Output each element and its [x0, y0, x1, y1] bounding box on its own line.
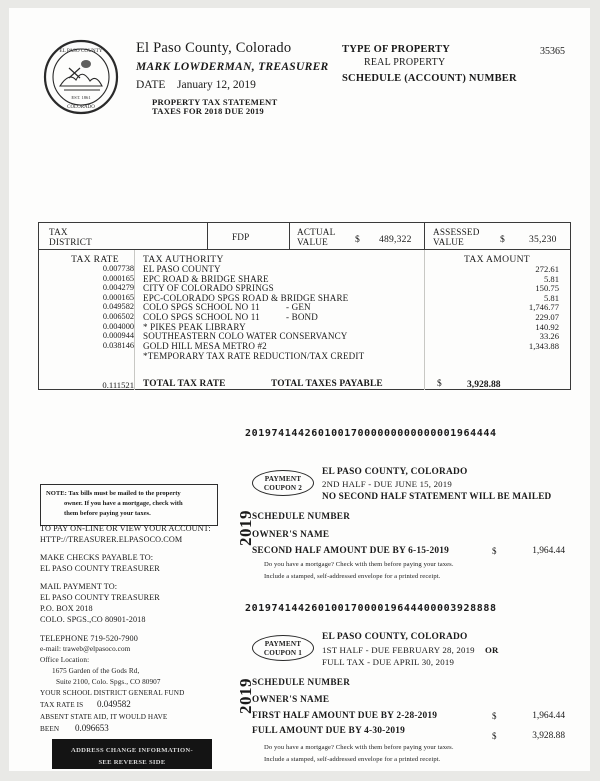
scan-edge-left [0, 0, 9, 781]
email-text[interactable]: e-mail: traweb@elpasoco.com [40, 645, 131, 653]
coupon-2-badge-line2: COUPON 2 [263, 484, 303, 493]
tax-rate-value: 0.000165 [102, 292, 134, 302]
coupon-1-first-half-due-line: 1ST HALF - DUE FEBRUARY 28, 2019 [322, 645, 475, 655]
coupon-1-badge-line2: COUPON 1 [263, 649, 303, 658]
school-tax-rate-value: 0.049582 [97, 699, 131, 709]
tax-authority-suffix: - BOND [286, 312, 318, 322]
tax-amount-value: 33.26 [539, 331, 559, 342]
tax-rate-value: 0.000944 [102, 331, 134, 341]
make-checks-label: MAKE CHECKS PAYABLE TO: [40, 553, 154, 562]
coupon-1-first-half-label: FIRST HALF AMOUNT DUE BY 2-28-2019 [252, 711, 438, 721]
header-divider-3 [424, 223, 425, 250]
tax-authority-name: COLO SPGS SCHOOL NO 11 [143, 302, 260, 313]
column-header-tax-rate: TAX RATE [71, 254, 119, 265]
coupon-1-owner-label: OWNER'S NAME [252, 694, 330, 704]
actual-value-amount: 489,322 [379, 234, 412, 245]
total-tax-amount: 3,928.88 [467, 379, 501, 390]
tax-amount-value: 229.07 [535, 312, 559, 322]
note-line-2: owner. If you have a mortgage, check with [64, 500, 183, 508]
note-line-1: NOTE: Tax bills must be mailed to the property [46, 490, 181, 497]
actual-value-label-line1: ACTUAL [297, 227, 336, 237]
assessed-value-dollar-sign: $ [500, 234, 505, 245]
coupon-1-full-amount: 3,928.88 [532, 731, 565, 741]
total-tax-rate-label: TOTAL TAX RATE [143, 379, 226, 389]
tax-authority-name: EL PASO COUNTY [143, 264, 221, 274]
tax-authority-name: SOUTHEASTERN COLO WATER CONSERVANCY [143, 331, 348, 342]
coupon-1-first-half-dollar-sign: $ [492, 711, 497, 721]
tax-rate-value: 0.000165 [102, 273, 134, 283]
coupon-2-amount-due-label: SECOND HALF AMOUNT DUE BY 6-15-2019 [252, 546, 450, 556]
barcode-number-coupon-2: 20197414426010017000000000000001964444 [245, 428, 497, 439]
tax-amount-value: 150.75 [535, 283, 559, 294]
svg-text:EST. 1861: EST. 1861 [71, 95, 91, 100]
pay-online-url[interactable]: HTTP://TREASURER.ELPASOCO.COM [40, 535, 183, 544]
telephone-text: TELEPHONE 719-520-7900 [40, 634, 138, 643]
tax-amount-value: 140.92 [535, 321, 559, 332]
table-footnote: *TEMPORARY TAX RATE REDUCTION/TAX CREDIT [143, 351, 365, 361]
property-type-label: TYPE OF PROPERTY [342, 44, 451, 55]
tax-authority-name: EPC-COLORADO SPGS ROAD & BRIDGE SHARE [143, 292, 349, 303]
body-divider-amount [424, 250, 425, 390]
column-header-tax-amount: TAX AMOUNT [464, 254, 530, 265]
fdp-label: FDP [232, 232, 250, 242]
tax-authority-name: GOLD HILL MESA METRO #2 [143, 340, 267, 351]
actual-value-dollar-sign: $ [355, 234, 360, 245]
coupon-2-owner-label: OWNER'S NAME [252, 529, 330, 539]
tax-amount-value: 1,343.88 [528, 340, 559, 351]
page-title: El Paso County, Colorado [136, 40, 292, 56]
body-divider-rate [134, 250, 135, 390]
payment-coupon-1-badge [252, 635, 314, 661]
office-address-line2: Suite 2100, Colo. Spgs., CO 80907 [56, 678, 161, 686]
mail-payment-po-box: P.O. BOX 2018 [40, 604, 93, 613]
tax-authority-name: EPC ROAD & BRIDGE SHARE [143, 273, 269, 284]
total-taxes-payable-label: TOTAL TAXES PAYABLE [271, 379, 383, 389]
statement-subtitle: TAXES FOR 2018 DUE 2019 [152, 106, 264, 116]
schedule-number-value: 35365 [540, 46, 565, 57]
tax-rate-value: 0.038146 [102, 340, 134, 350]
tax-rate-value: 0.007738 [102, 264, 134, 273]
scan-edge-bottom [0, 771, 600, 781]
coupon-2-due-line: 2ND HALF - DUE JUNE 15, 2019 [322, 479, 452, 489]
tax-amount-value: 5.81 [543, 292, 559, 303]
coupon-1-full-dollar-sign: $ [492, 731, 497, 741]
scan-edge-top [0, 0, 600, 8]
address-change-line-2: SEE REVERSE SIDE [98, 758, 166, 766]
assessed-value-label-line1: ASSESSED [433, 227, 480, 237]
coupon-1-fine-print-1: Do you have a mortgage? Check with them before paying your taxes. [264, 744, 454, 751]
make-checks-payee: EL PASO COUNTY TREASURER [40, 564, 160, 573]
tax-authority-name: COLO SPGS SCHOOL NO 11 [143, 312, 260, 322]
total-tax-rate-value: 0.111521 [102, 380, 134, 390]
assessed-value-label-line2: VALUE [433, 237, 464, 247]
coupon-2-badge-line1: PAYMENT [264, 475, 302, 483]
coupon-1-fine-print-2: Include a stamped, self-addressed envelope for a printed receipt. [264, 756, 441, 763]
header-divider-1 [207, 223, 208, 250]
coupon-1-badge-line1: PAYMENT [264, 640, 302, 648]
tax-amount-value: 272.61 [535, 264, 559, 274]
assessed-value-amount: 35,230 [529, 234, 557, 245]
barcode-number-coupon-1: 20197414426010017000019644400003928888 [245, 603, 497, 614]
svg-text:EL PASO COUNTY: EL PASO COUNTY [59, 48, 103, 54]
coupon-2-no-statement-notice: NO SECOND HALF STATEMENT WILL BE MAILED [322, 491, 552, 501]
school-district-label: YOUR SCHOOL DISTRICT GENERAL FUND [40, 689, 185, 697]
tax-rate-value: 0.004279 [102, 283, 134, 293]
tax-district-label-line1: TAX [49, 227, 68, 237]
mortgage-note-box [40, 484, 218, 526]
office-location-label: Office Location: [40, 656, 90, 664]
note-line-3: them before paying your taxes. [64, 510, 151, 518]
property-type-value: REAL PROPERTY [364, 57, 446, 68]
table-header-row [39, 223, 570, 250]
coupon-1-full-amount-label: FULL AMOUNT DUE BY 4-30-2019 [252, 726, 406, 736]
mail-payment-name: EL PASO COUNTY TREASURER [40, 593, 160, 602]
svg-text:COLORADO: COLORADO [67, 105, 95, 110]
column-header-tax-authority: TAX AUTHORITY [143, 254, 224, 265]
coupon-2-fine-print-1: Do you have a mortgage? Check with them before paying your taxes. [264, 561, 454, 568]
tax-authority-name: CITY OF COLORADO SPRINGS [143, 283, 274, 294]
tax-amount-value: 5.81 [543, 273, 559, 284]
absent-state-aid-value: 0.096653 [75, 723, 109, 733]
address-change-line-1: ADDRESS CHANGE INFORMATION- [71, 747, 193, 754]
pay-online-label: TO PAY ON-LINE OR VIEW YOUR ACCOUNT: [40, 524, 211, 533]
coupon-1-full-tax-due-line: FULL TAX - DUE APRIL 30, 2019 [322, 657, 455, 667]
office-address-line1: 1675 Garden of the Gods Rd, [52, 667, 140, 675]
coupon-2-dollar-sign: $ [492, 546, 497, 556]
coupon-1-first-half-amount: 1,964.44 [532, 711, 565, 721]
payment-coupon-2-badge [252, 470, 314, 496]
actual-value-label-line2: VALUE [297, 237, 328, 247]
coupon-1-title: EL PASO COUNTY, COLORADO [322, 632, 468, 642]
school-tax-rate-label: TAX RATE IS [40, 701, 84, 709]
absent-state-aid-been-label: BEEN [40, 725, 60, 733]
coupon-1-or-label: OR [485, 645, 499, 655]
date-value: January 12, 2019 [177, 79, 256, 91]
tax-authority-suffix: - GEN [286, 302, 311, 313]
total-dollar-sign: $ [437, 379, 442, 389]
treasurer-name: MARK LOWDERMAN, TREASURER [136, 61, 329, 73]
coupon-1-schedule-label: SCHEDULE NUMBER [252, 677, 351, 687]
coupon-2-schedule-label: SCHEDULE NUMBER [252, 511, 351, 521]
date-label: DATE [136, 79, 166, 91]
absent-state-aid-label: ABSENT STATE AID, IT WOULD HAVE [40, 713, 168, 721]
tax-rate-value: 0.004000 [102, 321, 134, 331]
coupon-1-year: 2019 [236, 678, 255, 714]
statement-title: PROPERTY TAX STATEMENT [152, 97, 278, 107]
tax-authority-name: * PIKES PEAK LIBRARY [143, 321, 246, 332]
tax-district-label-line2: DISTRICT [49, 237, 92, 247]
mail-payment-city: COLO. SPGS.,CO 80901-2018 [40, 615, 146, 624]
address-change-box[interactable] [52, 739, 212, 769]
mail-payment-label: MAIL PAYMENT TO: [40, 582, 118, 591]
coupon-2-fine-print-2: Include a stamped, self-addressed envelope for a printed receipt. [264, 573, 441, 580]
tax-rate-value: 0.006502 [102, 312, 134, 321]
coupon-2-amount: 1,964.44 [532, 546, 565, 556]
tax-summary-table [38, 222, 571, 390]
tax-amount-value: 1,746.77 [528, 302, 559, 313]
county-seal-icon [42, 38, 120, 116]
coupon-2-year: 2019 [236, 510, 255, 546]
schedule-number-label: SCHEDULE (ACCOUNT) NUMBER [342, 73, 517, 84]
header-divider-2 [289, 223, 290, 250]
scan-edge-right [590, 0, 600, 781]
tax-rate-value: 0.049582 [102, 302, 134, 312]
coupon-2-title: EL PASO COUNTY, COLORADO [322, 467, 468, 477]
